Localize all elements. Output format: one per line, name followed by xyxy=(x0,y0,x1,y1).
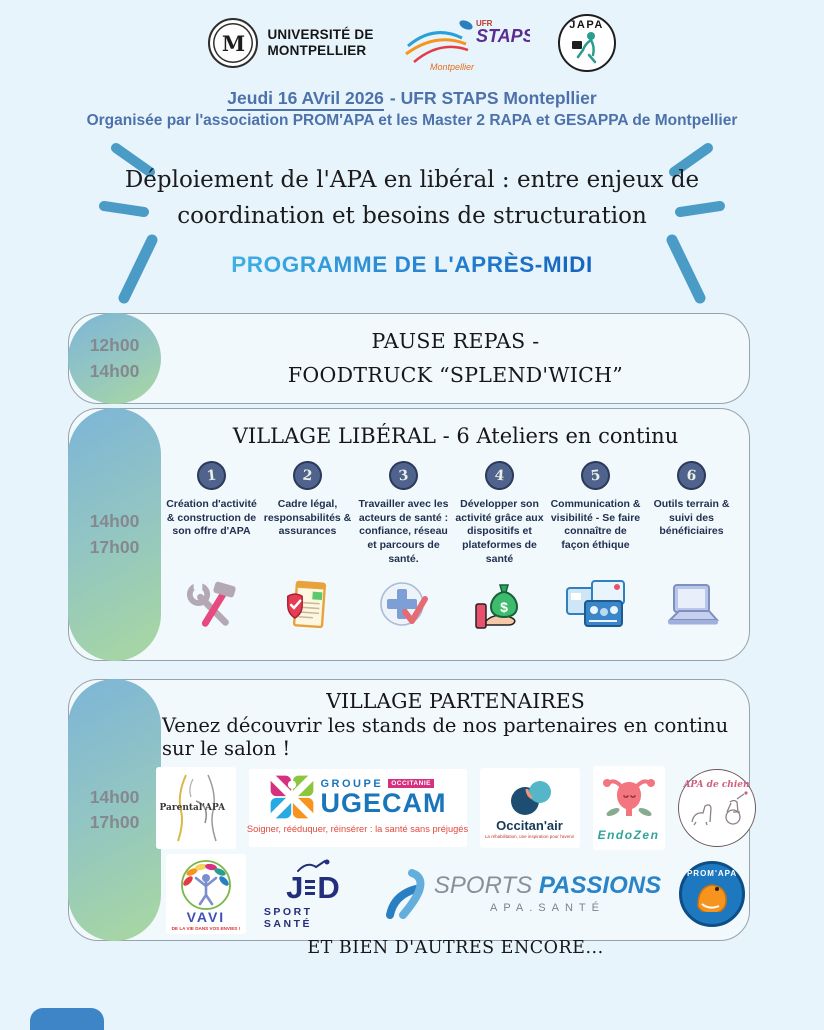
session-footer: ET BIEN D'AUTRES ENCORE... xyxy=(307,938,604,958)
tools-icon xyxy=(185,576,239,634)
partner-logo-endozen xyxy=(593,766,665,850)
session-title: VILLAGE LIBÉRAL - 6 Ateliers en continu xyxy=(232,424,679,448)
session-card-pause-repas xyxy=(68,313,750,404)
svg-text:$: $ xyxy=(499,599,508,615)
time-pill xyxy=(68,408,161,661)
partner-name: PROM'APA xyxy=(686,869,738,878)
time-end: 14h00 xyxy=(89,360,140,381)
workshop-label: Création d'activité & construction de son offre d'APA xyxy=(166,498,257,538)
workshop-2 xyxy=(262,461,353,634)
ugecam-region-badge: OCCITANIE xyxy=(388,779,434,788)
sports-word: SPORTS xyxy=(433,872,533,899)
ugecam-tagline: Soigner, rééduquer, réinsérer : la santé sans préjugés xyxy=(246,824,469,834)
svg-text:STAPS: STAPS xyxy=(475,26,530,46)
time-start: 14h00 xyxy=(89,786,140,807)
time-start: 12h00 xyxy=(89,335,140,356)
partner-logo-occitanair xyxy=(480,768,580,848)
vavi-tagline: DE LA VIE DANS VOS ENVIES ! xyxy=(171,925,241,931)
japa-logo: JAPA xyxy=(558,14,616,72)
um-logo-line1: UNIVERSITÉ DE xyxy=(267,27,374,43)
workshop-number-badge: 5 xyxy=(580,460,612,492)
jed-bars-icon xyxy=(305,880,315,898)
workshop-number-badge: 4 xyxy=(484,460,515,491)
partner-logo-vavi xyxy=(166,854,246,934)
event-date-line xyxy=(0,88,824,109)
workshop-number-badge: 1 xyxy=(196,460,228,492)
partner-logo-ugecam xyxy=(246,769,469,847)
time-start: 14h00 xyxy=(89,511,140,532)
jed-tagline: SPORT SANTÉ xyxy=(263,905,313,930)
svg-text:Montpellier: Montpellier xyxy=(429,62,474,72)
sports-passions-tagline: APA.SANTÉ xyxy=(490,902,605,914)
svg-text:UFR: UFR xyxy=(475,19,493,28)
organizer-line: Organisée par l'association PROM'APA et les Master 2 RAPA et GESAPPA de Montpellier xyxy=(86,112,738,129)
partner-logo-apa-de-chien xyxy=(678,769,756,847)
jed-brand: J D xyxy=(286,869,340,905)
workshop-5 xyxy=(550,461,641,634)
ugecam-groupe-label: GROUPE xyxy=(320,777,384,790)
event-location: - UFR STAPS Montepllier xyxy=(389,88,597,108)
time-pill xyxy=(68,679,161,941)
partner-name: Parental'APA xyxy=(159,803,226,813)
workshop-4 xyxy=(454,461,545,634)
occitanair-tagline: La réhabilitation, une inspiration pour l'avenir xyxy=(484,834,575,839)
workshop-number-badge: 3 xyxy=(388,460,420,492)
session-subtitle: Venez découvrir les stands de nos partenaires en continu sur le salon ! xyxy=(162,714,729,760)
workshop-label: Développer son activité grâce aux dispositifs et plateformes de santé xyxy=(455,498,544,565)
ugecam-brand: UGECAM xyxy=(320,787,447,818)
workshop-1 xyxy=(166,461,257,634)
session-title: VILLAGE PARTENAIRES xyxy=(326,689,585,713)
um-logo-line2: MONTPELLIER xyxy=(267,43,367,58)
universite-montpellier-logo xyxy=(208,18,373,68)
workshop-3 xyxy=(358,461,449,634)
time-end: 17h00 xyxy=(89,536,140,557)
time-pill xyxy=(68,313,161,404)
time-end: 17h00 xyxy=(89,812,140,832)
occitanair-circles-icon xyxy=(495,777,565,817)
workshops-grid xyxy=(162,448,749,634)
main-title-line1: Déploiement de l'APA en libéral : entre enjeux de xyxy=(124,167,700,193)
ufr-staps-logo xyxy=(402,12,530,74)
partner-logo-promapa xyxy=(679,861,745,927)
workshop-label: Communication & visibilité - Se faire connaître de façon éthique xyxy=(550,498,641,551)
workshop-label: Outils terrain & suivi des bénéficiaires xyxy=(653,498,730,538)
promapa-otter-icon xyxy=(692,878,732,912)
medical-cross-check-icon xyxy=(376,576,432,634)
sports-passions-figure-icon xyxy=(380,863,428,925)
main-title-line2: coordination et besoins de structuration xyxy=(177,202,647,229)
next-section-pill-edge xyxy=(30,1008,104,1030)
partner-name: VAVI xyxy=(186,908,226,925)
session-title-line1: PAUSE REPAS - xyxy=(371,328,540,353)
main-title xyxy=(0,163,824,234)
vavi-tree-icon xyxy=(170,858,242,910)
partner-logo-parental-apa xyxy=(156,767,236,849)
workshop-number-badge: 2 xyxy=(292,460,323,491)
ugecam-mark-icon xyxy=(269,774,315,820)
partners-row-2 xyxy=(166,855,745,933)
session-card-village-partenaires xyxy=(68,679,750,958)
workshop-label: Travailler avec les acteurs de santé : confiance, réseau et parcours de santé. xyxy=(358,498,449,565)
japa-figure-icon xyxy=(569,31,605,65)
event-date: Jeudi 16 AVril 2026 xyxy=(227,88,384,111)
partners-row-1 xyxy=(156,766,756,850)
shield-document-icon xyxy=(281,576,335,634)
passions-word: PASSIONS xyxy=(538,872,662,899)
uterus-icon xyxy=(601,774,657,826)
partner-name: Occitan'air xyxy=(496,818,563,833)
workshop-6 xyxy=(646,461,737,634)
workshop-label: Cadre légal, responsabilités & assurances xyxy=(263,498,352,538)
dog-and-wheelchair-sketch-icon xyxy=(686,790,748,826)
header-logos xyxy=(0,12,824,74)
session-card-village-liberal xyxy=(68,408,750,661)
partner-logo-sports-passions xyxy=(380,863,661,925)
partner-logo-jed xyxy=(264,855,362,933)
program-heading: PROGRAMME DE L'APRÈS-MIDI xyxy=(231,252,593,277)
laptop-icon xyxy=(662,576,722,634)
social-screens-icon xyxy=(565,576,627,634)
money-hand-icon xyxy=(472,576,528,634)
staps-runner-icon xyxy=(402,12,530,74)
partner-name: EndoZen xyxy=(597,828,660,842)
workshop-number-badge: 6 xyxy=(676,460,707,491)
session-title-line2: FOODTRUCK “SPLEND'WICH” xyxy=(287,362,624,387)
universite-seal-icon: M xyxy=(208,18,258,68)
partner-name: APA de chien xyxy=(683,780,750,790)
